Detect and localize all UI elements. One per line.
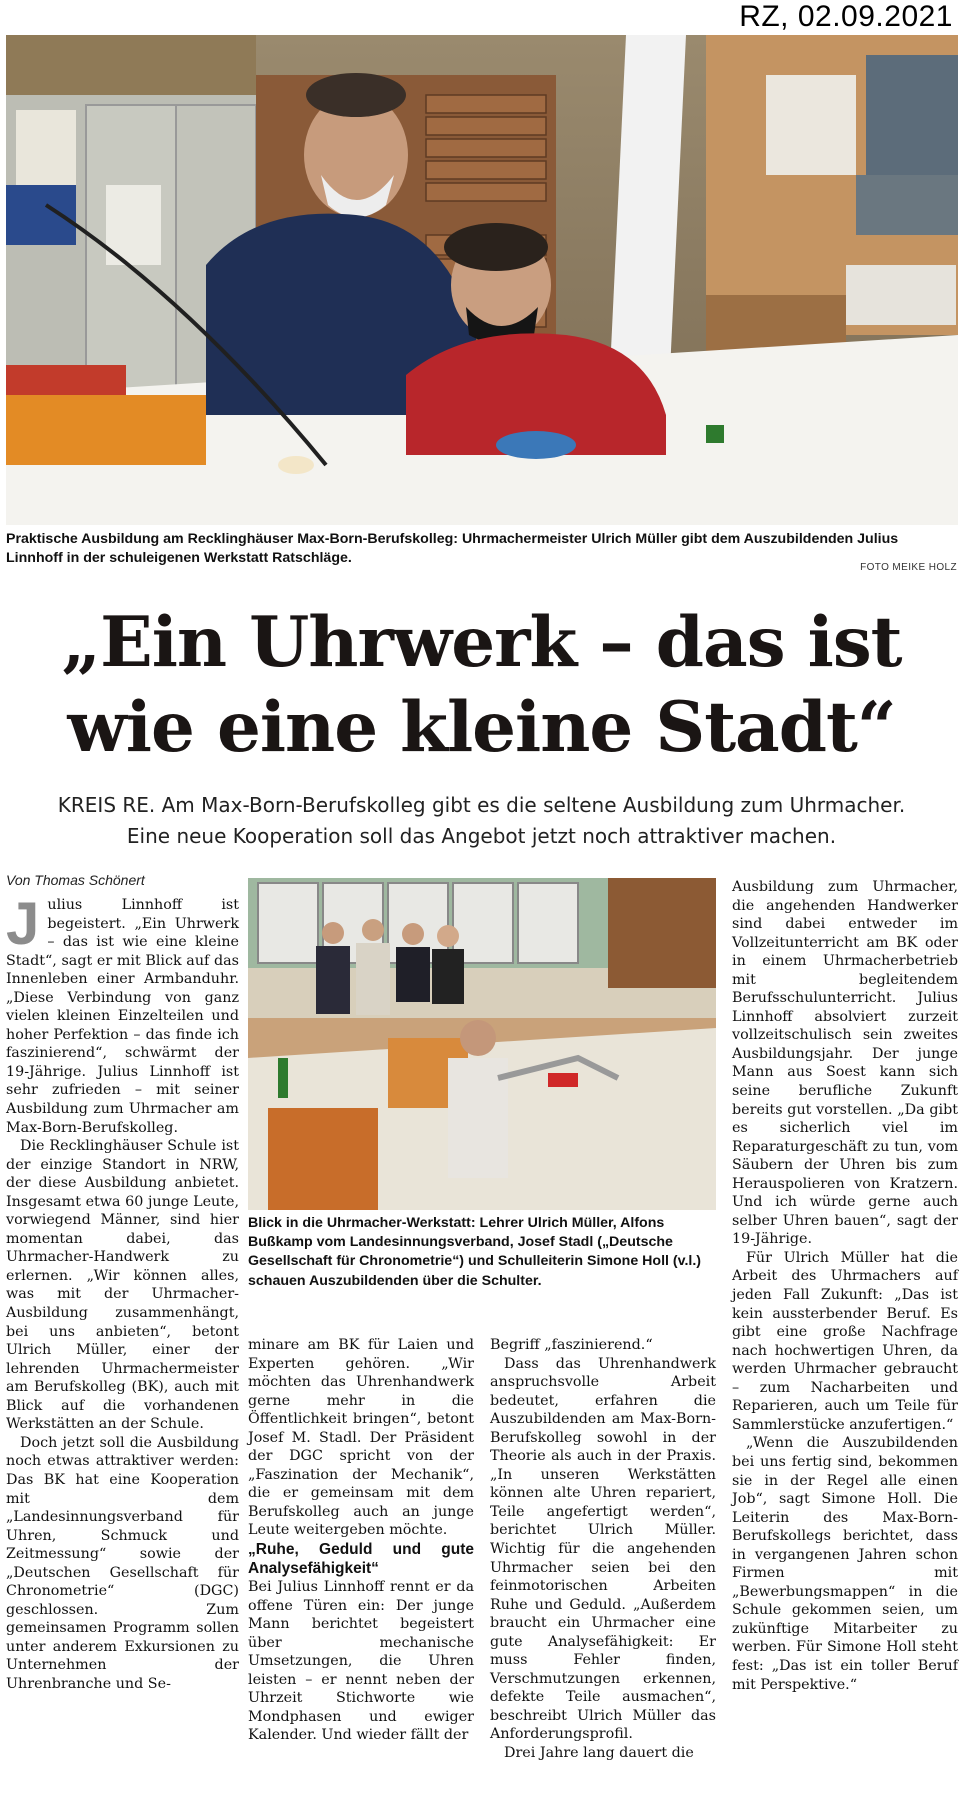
article-photo-group <box>248 878 716 1210</box>
lead-line-2: Eine neue Kooperation soll das Angebot jetzt noch attraktiver machen. <box>126 824 837 848</box>
article-lead <box>0 790 963 852</box>
date-stamp: RZ, 02.09.2021 <box>739 0 953 33</box>
headline-line-1: „Ein Uhrwerk – das ist <box>61 602 902 683</box>
body-paragraph <box>6 890 239 1137</box>
article-column-1 <box>6 890 239 1694</box>
body-paragraph: Ausbildung zum Uhrmacher, die angehenden Handwerker sind dabei entweder im Vollzeitunterricht am BK oder in einem Uhrmacherbetrieb mit begleitendem Berufsschulunterricht. Julius Linnhoff absolviert zurzeit vollzeitschulisch sein zweites Ausbildungsjahr. Der junge Mann aus Soest kann sich seine berufliche Zukunft bereits gut vorstellen. „Da gibt es sicherlich viel im Reparaturgeschäft zu tun, vom Säubern der Uhren bis zum Herauspolieren von Kratzern. Und ich würde gerne auch selber Uhren bauen“, sagt der 19-Jährige. <box>732 879 958 1248</box>
body-paragraph: minare am BK für Laien und Experten gehören. „Wir möchten das Uhrenhandwerk gerne mehr in die Öffentlichkeit bringen“, betont Josef M. Stadl. Der Präsident der DGC spricht von der „Faszination der Mechanik“, die er gemeinsam mit dem Berufskolleg auch an junge Leute weitergeben möchte. <box>248 1337 474 1539</box>
headline-line-2: wie eine kleine Stadt“ <box>67 687 896 768</box>
article-column-4 <box>732 878 958 1694</box>
paragraph-text: ulius Linnhoff ist begeistert. „Ein Uhrwerk – das ist wie eine kleine Stadt“, sagt er mit Blick auf das Innenleben einer Armbanduhr. „Diese Verbindung von ganz vielen kleinen Einzelteilen und hoher Perfektion – das finde ich faszinierend“, schwärmt der 19-Jährige. Julius Linnhoff ist sehr zufrieden – mit seiner Ausbildung zum Uhrmacher am Max-Born-Berufskolleg. <box>6 897 239 1136</box>
body-paragraph: „Wenn die Auszubildenden bei uns fertig sind, bekommen sie in der Regel alle einen Job“, sagt Simone Holl. Die Leiterin des Max-Born-Berufskollegs berichtet, dass in vergangenen Jahren schon Firmen mit „Bewerbungsmappen“ in die Schule gekommen seien, um zukünftige Mitarbeiter zu werben. Für Simone Holl steht fest: „Das ist ein toller Beruf mit Perspektive.“ <box>732 1435 958 1693</box>
article-column-2 <box>248 1336 474 1745</box>
photo-credit: FOTO MEIKE HOLZ <box>860 562 957 573</box>
article-column-3 <box>490 1336 716 1763</box>
body-paragraph: Begriff „faszinierend.“ <box>490 1337 653 1353</box>
drop-cap: J <box>6 890 40 957</box>
lead-line-1: KREIS RE. Am Max-Born-Berufskolleg gibt es die seltene Ausbildung zum Uhrmacher. <box>57 793 906 817</box>
body-paragraph: Die Recklinghäuser Schule ist der einzige Standort in NRW, der diese Ausbildung anbietet. Insgesamt etwa 60 junge Leute, vorwiegend Männer, sind hier momentan dabei, das Uhrmacher-Handwerk zu erlernen. „Wir können alles, was mit der Uhrmacher-Ausbildung zusammenhängt, bei uns anbieten“, betont Ulrich Müller, einer der lehrenden Uhrmachermeister am Berufskolleg (BK), auch mit Blick auf die vorhandenen Werkstätten an der Schule. <box>6 1138 239 1433</box>
workshop-photo-illustration <box>6 35 958 525</box>
author-byline: Von Thomas Schönert <box>6 872 145 888</box>
body-paragraph: Für Ulrich Müller hat die Arbeit des Uhrmachers auf jeden Fall Zukunft: „Das ist kein aussterbender Beruf. Es gibt eine große Nachfrage nach hochwertigen Uhren, da werden Uhrmacher gebraucht – zum Nacharbeiten und Reparieren, auch um Teile für Sammlerstücke anzufertigen.“ <box>732 1249 958 1433</box>
body-paragraph: Doch jetzt soll die Ausbildung noch etwas attraktiver werden: Das BK hat eine Kooperation mit dem „Landesinnungsverband für Uhren, Schmuck und Zeitmessung“ sowie der „Deutschen Gesellschaft für Chronometrie“ (DGC) geschlossen. Zum gemeinsamen Programm sollen unter anderem Exkursionen zu Unternehmen der Uhrenbranche und Se- <box>6 1434 239 1692</box>
article-subheading: „Ruhe, Geduld und gute Analysefähigkeit“ <box>248 1541 474 1578</box>
photo-caption-2: Blick in die Uhrmacher-Werkstatt: Lehrer Ulrich Müller, Alfons Bußkamp vom Landesinnungsverband, Josef Stadl („Deutsche Gesellschaft für Chronometrie“) und Schulleiterin Simone Holl (v.l.) schauen Auszubildenden über die Schulter. <box>248 1215 702 1289</box>
article-photo-workshop <box>6 35 958 525</box>
body-paragraph: Drei Jahre lang dauert die <box>504 1745 694 1762</box>
group-photo-illustration <box>248 878 716 1210</box>
photo-caption-1: Praktische Ausbildung am Recklinghäuser Max-Born-Berufskolleg: Uhrmachermeister Ulrich Müller gibt dem Auszubildenden Julius Linnhoff in der schuleigenen Werkstatt Ratschläge. <box>6 531 899 566</box>
body-paragraph: Dass das Uhrenhandwerk anspruchsvolle Arbeit bedeutet, erfahren die Auszubildenden am Max-Born-Berufskolleg sowohl in der Theorie als auch in der Praxis. „In unseren Werkstätten können alte Uhren repariert, Teile angefertigt werden“, berichtet Ulrich Müller. Wichtig für die angehenden Uhrmacher seien bei den feinmotorischen Arbeiten Ruhe und Geduld. „Außerdem braucht ein Uhrmacher eine gute Analysefähigkeit: Er muss Fehler finden, Verschmutzungen erkennen, defekte Teile ausmachen“, beschreibt Ulrich Müller das Anforderungsprofil. <box>490 1355 716 1743</box>
body-paragraph: Bei Julius Linnhoff rennt er da offene Türen ein: Der junge Mann berichtet begeistert über mechanische Umsetzungen, die Uhren leisten – er nennt neben der Uhrzeit Stichworte wie Mondphasen und ewiger Kalender. Und wieder fällt der <box>248 1579 474 1744</box>
article-headline <box>0 600 963 770</box>
